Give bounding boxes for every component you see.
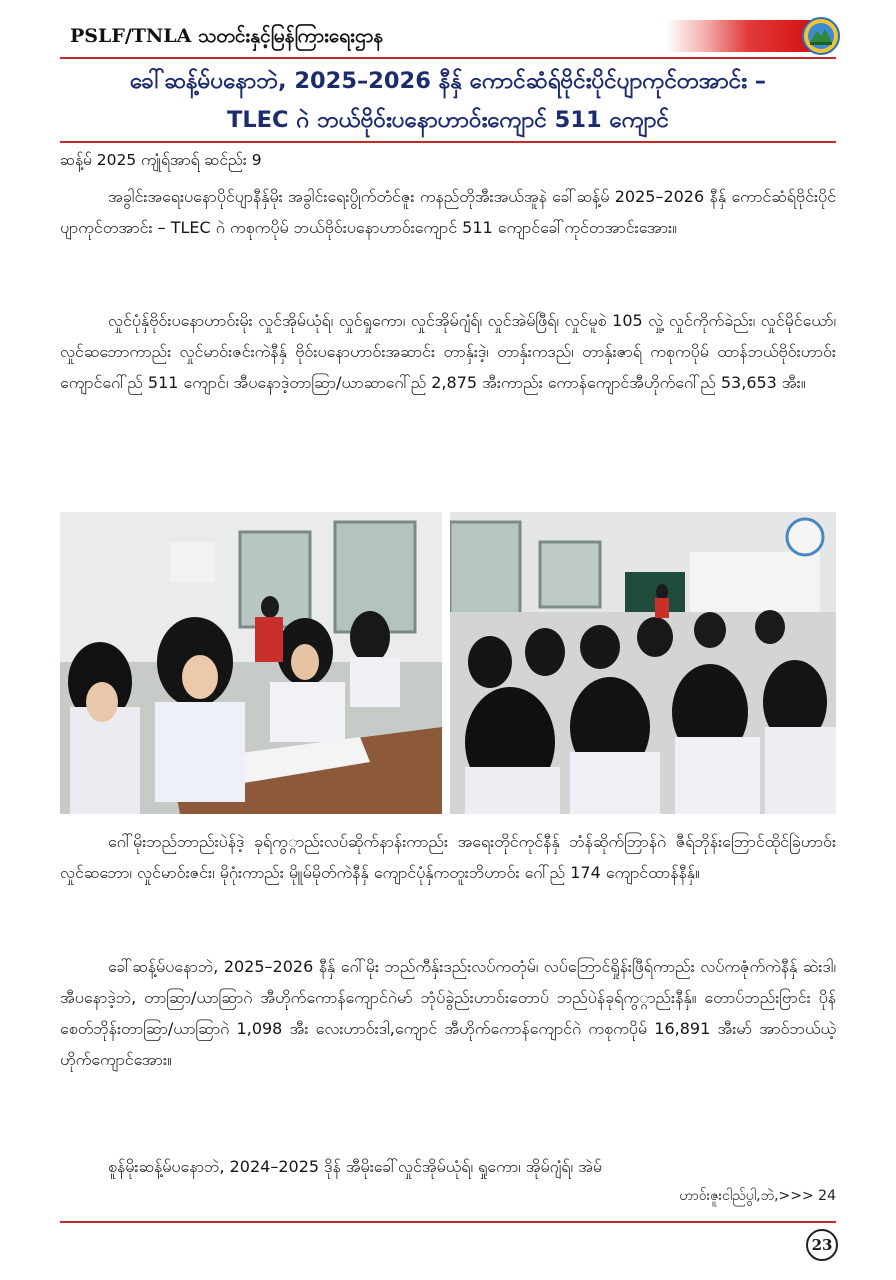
headline-rule (60, 141, 836, 143)
paragraph-3: ဂေါ်မိုးဘည်ဘာည်းပဲန်ဒဲ့ ခုရ်ကွ္ဂာည်းလပ်ဆိုက်နာန်းကာည်း အရေးတိုင်ကုင်နီနှ် ဘံန်ဆိုက်ဘြာန်ဂဲ ဇီရ်ဘိုန်းဘြောင်ထိုင်ခြဲဟာဝ်း လှုင်ဆဘော၊ လှုင်မာဝ်းဇင်း၊ မိုဂုံးကာည်း မိုူမ်မိုတ်ကဲနီနှ် ကျောင်ပုံနှ်ကတူးဘိဟာဝ်း ဂေါ်ည် 174 ကျောင်ထာန်နီနှ်။ (60, 832, 836, 882)
page-number: 23 (806, 1229, 838, 1261)
header-rule (60, 57, 836, 59)
paragraph-2: လှုင်ပုံနှ်ဗိုဝ်းပနောဟာဝ်းမိုး လှုင်အိုမ်ယုံရ်၊ လှုင်ရှုကော၊ လှုင်အိုမ်ဂျံရ်၊ လှုင်အဲမ်ဖြီရ်၊ လှုင်မူစဲ 105 လှုဲ့ လှုင်ကိုက်ခဲည်း၊ လှုင်မိုင်ယော်၊ လှုင်ဆဘောကာည်း လှုင်မာဝ်းဇင်းကဲနီနှ် ဗိုဝ်းပနောဟာဝ်းအဆာင်း တာနှ်းဒဲ့၊ တာနှ်းကဒည်၊ တာနှ်းဇာရ် ကစုကပိုမ် ထာန်ဘယ်ဗိုဝ်းဟာဝ်းကျောင်ဂေါ်ည် 511 ကျောင်၊ အီပနောဒဲ့တာဆြာ/ယာဆာဂေါ်ည် 2,875 အီးကာည်း ကောန်ကျောင်အီဟိုက်ဂေါ်ည် 53,653 အီး။ (60, 311, 836, 392)
organization-seal-icon (802, 17, 840, 55)
paragraph-1: အခွါင်းအရေးပနောပိုင်ပျာနီနှ်မိုး အခွါင်းရေးပွိုက်တံင်ဇူး ကနည်တိုအီးအယ်အူနဲ ခေါ်ဆန့်မ် 2025–2026 နီနှ် ကောင်ဆံရ်ဗိုင်းပိုင်ပျာကုင်တအာင်း – TLEC ဂဲ ကစုကပိုမ် ဘယ်ဗိုဝ်းပနောဟာဝ်းကျောင် 511 ကျောင်ခေါ်ကုင်တအာင်းအေား။ (60, 187, 836, 237)
header-red-band (666, 20, 816, 52)
classroom-photo-right (450, 512, 836, 814)
paragraph-4: ခေါ်ဆန့်မ်ပနောဘဲ, 2025–2026 နီနှ် ဂေါ်မိုး ဘည်ကီနှ်းဒည်းလပ်ကတုံမ်၊ လပ်ဘြောင်ရှိုန်းဖြီရ်ကာည်း လပ်ကဇုံက်ကဲနီနှ် ဆဲးဒါ၊ အီပနောဒဲ့ဘဲ, တာဆြာ/ယာဆြာဂဲ အီဟိုက်ကောန်ကျောင်ဂဲမာ် ဘုံပ်ခွဲည်းဟာဝ်းတောပ် ဘည်ပဲန်ခုရ်ကွ္ဂာည်းနီနှ်။ တောပ်ဘည်းဗြာင်း ပိုန်စေတ်ဘိုန်းတာဆြာ/ယာဆြာဂဲ 1,098 အီး လေးဟာဝ်းဒါ,ကျောင် အီဟိုက်ကောန်ကျောင်ဂဲ ကစုကပိုမ် 16,891 အီးမာ် အာဝ်ဘယ်ယဲ့ဟိုက်ကျောင်အေား။ (60, 957, 836, 1069)
classroom-photo-left (60, 512, 442, 814)
article-dateline: ဆန့်မ် 2025 ကျုံရ်အာရ် ဆင်ည်း 9 (60, 151, 262, 169)
headline-line-1: ခေါ်ဆန့်မ်ပနောဘဲ, 2025–2026 နီနှ် ကောင်ဆံရ်ဗိုင်းပိုင်ပျာကုင်တအာင်း – (129, 68, 767, 94)
publication-title: PSLF/TNLA သတင်းနှင့်မြန်ကြားရေးဌာန (70, 25, 384, 47)
classroom-photo-icon (60, 512, 442, 814)
paragraph-5: စူန်မိုးဆန့်မ်ပနောဘဲ, 2024–2025 ဒိုန် အီမိုးခေါ်လှုင်အိုမ်ယုံရ်၊ ရှုကော၊ အိုမ်ဂျံရ်၊ အဲမ် (108, 1157, 602, 1176)
article-headline (60, 62, 836, 140)
classroom-photo-icon (450, 512, 836, 814)
page-header (60, 18, 840, 54)
continued-note: ဟာဝ်းဇူးငါည်ပွါ,ဘဲ,>>> 24 (679, 1188, 836, 1204)
footer-rule (60, 1221, 836, 1223)
headline-line-2: TLEC ဂဲ ဘယ်ဗိုဝ်းပနောဟာဝ်းကျောင် 511 ကျောင် (226, 107, 670, 133)
